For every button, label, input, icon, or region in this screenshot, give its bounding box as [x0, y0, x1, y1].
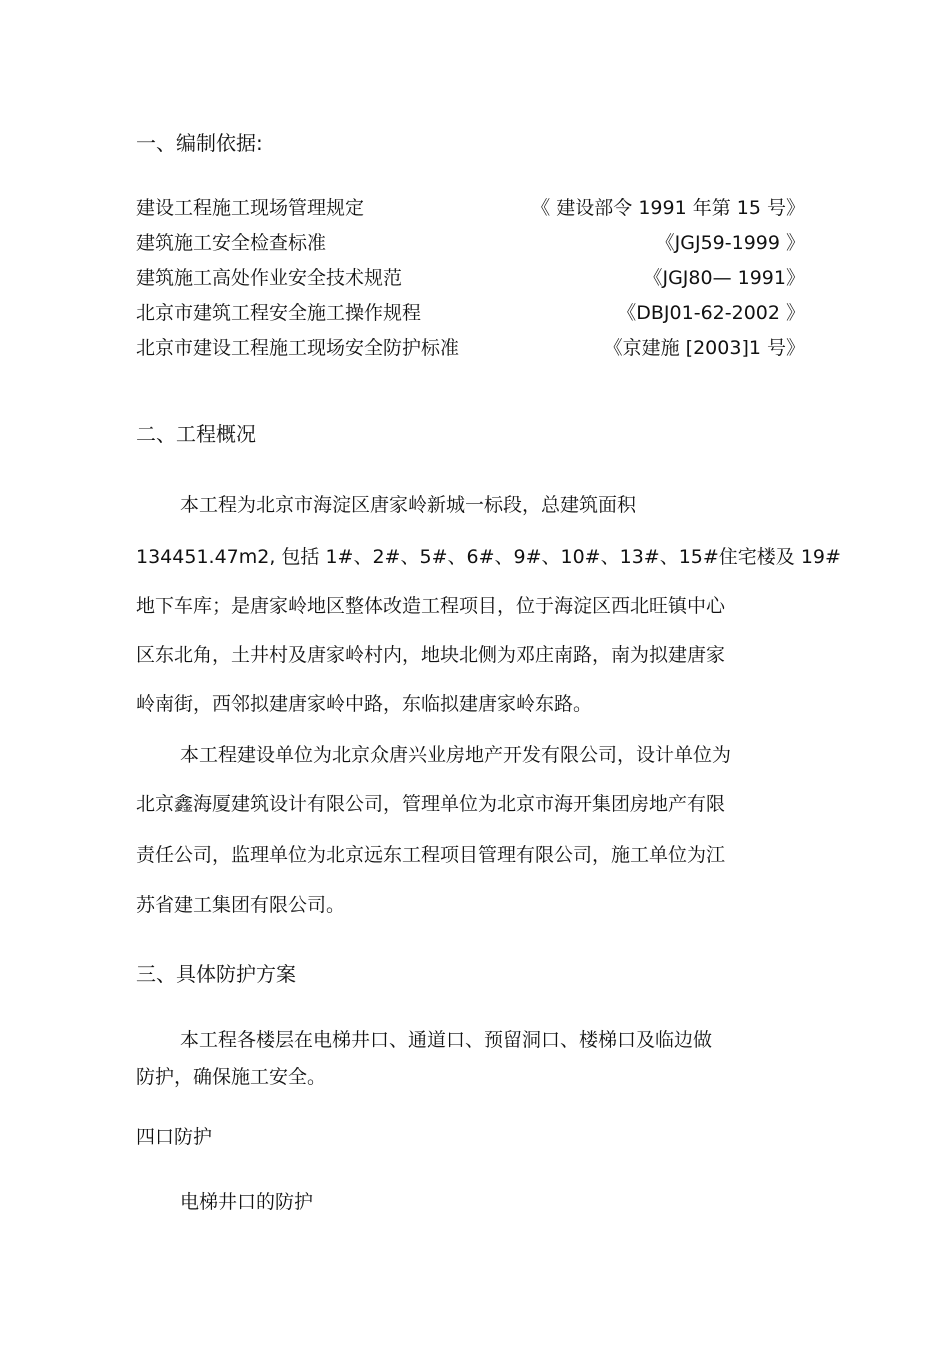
paragraph-line: 防护，确保施工安全。 [136, 1066, 327, 1088]
reference-name: 建设工程施工现场管理规定 [136, 197, 365, 219]
reference-code: 《京建施 [2003]1 号》 [603, 337, 805, 359]
reference-code: 《 建设部令 1991 年第 15 号》 [531, 197, 805, 219]
reference-code: 《JGJ59-1999 》 [655, 232, 805, 254]
paragraph-line: 北京鑫海厦建筑设计有限公司，管理单位为北京市海开集团房地产有限 [136, 793, 726, 815]
reference-name: 北京市建筑工程安全施工操作规程 [136, 302, 422, 324]
reference-code: 《DBJ01-62-2002 》 [617, 302, 805, 324]
paragraph-line: 岭南街，西邻拟建唐家岭中路，东临拟建唐家岭东路。 [136, 693, 593, 715]
paragraph-line: 本工程为北京市海淀区唐家岭新城一标段，总建筑面积 [180, 494, 637, 516]
sub-subheading: 电梯井口的防护 [180, 1191, 314, 1213]
subheading: 四口防护 [136, 1126, 213, 1148]
paragraph-line: 苏省建工集团有限公司。 [136, 894, 346, 916]
section1-heading: 一、编制依据: [136, 131, 263, 155]
reference-name: 建筑施工安全检查标准 [136, 232, 327, 254]
section2-heading: 二、工程概况 [136, 422, 256, 446]
paragraph-line: 134451.47m2, 包括 1#、2#、5#、6#、9#、10#、13#、15#住宅楼及 19# [136, 546, 841, 568]
paragraph-line: 责任公司，监理单位为北京远东工程项目管理有限公司，施工单位为江 [136, 844, 726, 866]
reference-code: 《JGJ80— 1991》 [643, 267, 805, 289]
reference-name: 北京市建设工程施工现场安全防护标准 [136, 337, 460, 359]
paragraph-line: 地下车库；是唐家岭地区整体改造工程项目，位于海淀区西北旺镇中心 [136, 595, 726, 617]
section3-heading: 三、具体防护方案 [136, 962, 296, 986]
paragraph-line: 本工程各楼层在电梯井口、通道口、预留洞口、楼梯口及临边做 [180, 1029, 713, 1051]
reference-name: 建筑施工高处作业安全技术规范 [136, 267, 403, 289]
paragraph-line: 区东北角，土井村及唐家岭村内，地块北侧为邓庄南路，南为拟建唐家 [136, 644, 726, 666]
paragraph-line: 本工程建设单位为北京众唐兴业房地产开发有限公司，设计单位为 [180, 744, 732, 766]
